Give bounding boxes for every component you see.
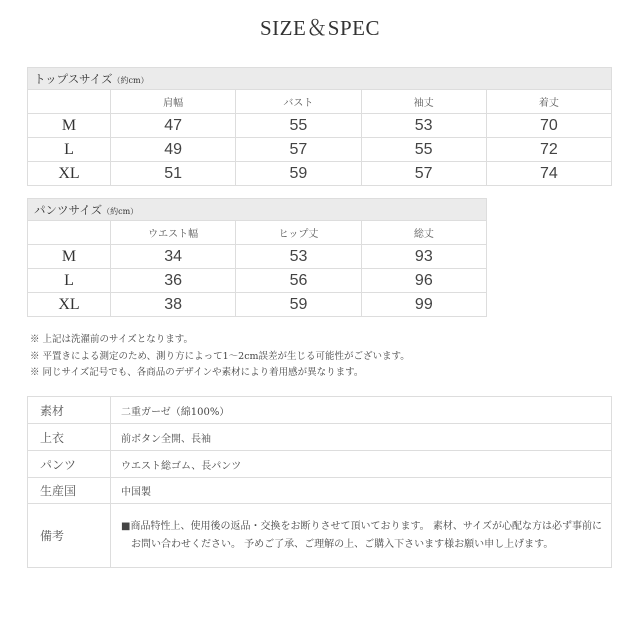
- size-label: M: [28, 114, 111, 138]
- cell: 70: [486, 114, 611, 138]
- col-header: ウエスト幅: [111, 221, 236, 245]
- size-label: M: [28, 245, 111, 269]
- spec-row: [28, 424, 612, 451]
- spec-label: 素材: [28, 397, 111, 424]
- cell: 59: [236, 162, 361, 186]
- cell: 74: [486, 162, 611, 186]
- pants-size-table: [27, 198, 487, 317]
- col-header: バスト: [236, 90, 361, 114]
- spec-row: [28, 397, 612, 424]
- spec-value: 前ボタン全開、長袖: [111, 424, 612, 451]
- size-label: L: [28, 269, 111, 293]
- cell: 99: [361, 293, 486, 317]
- empty-cell: [28, 221, 111, 245]
- table-row: [28, 269, 487, 293]
- cell: 38: [111, 293, 236, 317]
- col-header: 袖丈: [361, 90, 486, 114]
- pants-title: パンツサイズ: [34, 202, 103, 217]
- size-label: XL: [28, 162, 111, 186]
- cell: 47: [111, 114, 236, 138]
- cell: 53: [236, 245, 361, 269]
- cell: 36: [111, 269, 236, 293]
- col-header: 着丈: [486, 90, 611, 114]
- spec-row: [28, 478, 612, 504]
- col-header: 総丈: [361, 221, 486, 245]
- spec-value: ウエスト総ゴム、長パンツ: [111, 451, 612, 478]
- page-title: SIZE＆SPEC: [259, 16, 381, 40]
- cell: 96: [361, 269, 486, 293]
- tops-size-table: [27, 67, 612, 186]
- spec-value: 中国製: [111, 478, 612, 504]
- note: ※ 上記は洗濯前のサイズとなります。: [30, 334, 194, 345]
- tops-title: トップスサイズ: [34, 71, 113, 86]
- table-row: [28, 162, 612, 186]
- table-row: [28, 138, 612, 162]
- spec-table: [27, 396, 612, 568]
- spec-label: 生産国: [28, 478, 111, 504]
- col-header: 肩幅: [111, 90, 236, 114]
- tops-unit: （約cm）: [112, 75, 149, 85]
- size-label: L: [28, 138, 111, 162]
- spec-label: パンツ: [28, 451, 111, 478]
- cell: 72: [486, 138, 611, 162]
- cell: 59: [236, 293, 361, 317]
- table-row: [28, 245, 487, 269]
- spec-value: 二重ガーゼ（綿100%）: [111, 397, 612, 424]
- tops-table-header: [28, 68, 612, 90]
- pants-unit: （約cm）: [102, 206, 139, 216]
- cell: 55: [236, 114, 361, 138]
- cell: 93: [361, 245, 486, 269]
- table-row: [28, 114, 612, 138]
- spec-row: [28, 504, 612, 568]
- spec-label: 備考: [28, 504, 111, 568]
- cell: 51: [111, 162, 236, 186]
- pants-table-header: [28, 199, 487, 221]
- cell: 55: [361, 138, 486, 162]
- cell: 34: [111, 245, 236, 269]
- cell: 53: [361, 114, 486, 138]
- table-row: [28, 293, 487, 317]
- col-header: ヒップ丈: [236, 221, 361, 245]
- cell: 56: [236, 269, 361, 293]
- note: ※ 同じサイズ記号でも、各商品のデザインや素材により着用感が異なります。: [30, 367, 364, 378]
- cell: 57: [361, 162, 486, 186]
- notes: [30, 332, 410, 382]
- spec-value: ■商品特性上、使用後の返品・交換をお断りさせて頂いております。 素材、サイズが心配な方は必ず事前にお問い合わせください。 予めご了承、ご理解の上、ご購入下さいます様お願い申し上げます。: [111, 504, 612, 568]
- note: ※ 平置きによる測定のため、測り方によって1〜2cm誤差が生じる可能性がございます。: [30, 350, 410, 362]
- spec-label: 上衣: [28, 424, 111, 451]
- empty-cell: [28, 90, 111, 114]
- cell: 57: [236, 138, 361, 162]
- size-label: XL: [28, 293, 111, 317]
- spec-row: [28, 451, 612, 478]
- cell: 49: [111, 138, 236, 162]
